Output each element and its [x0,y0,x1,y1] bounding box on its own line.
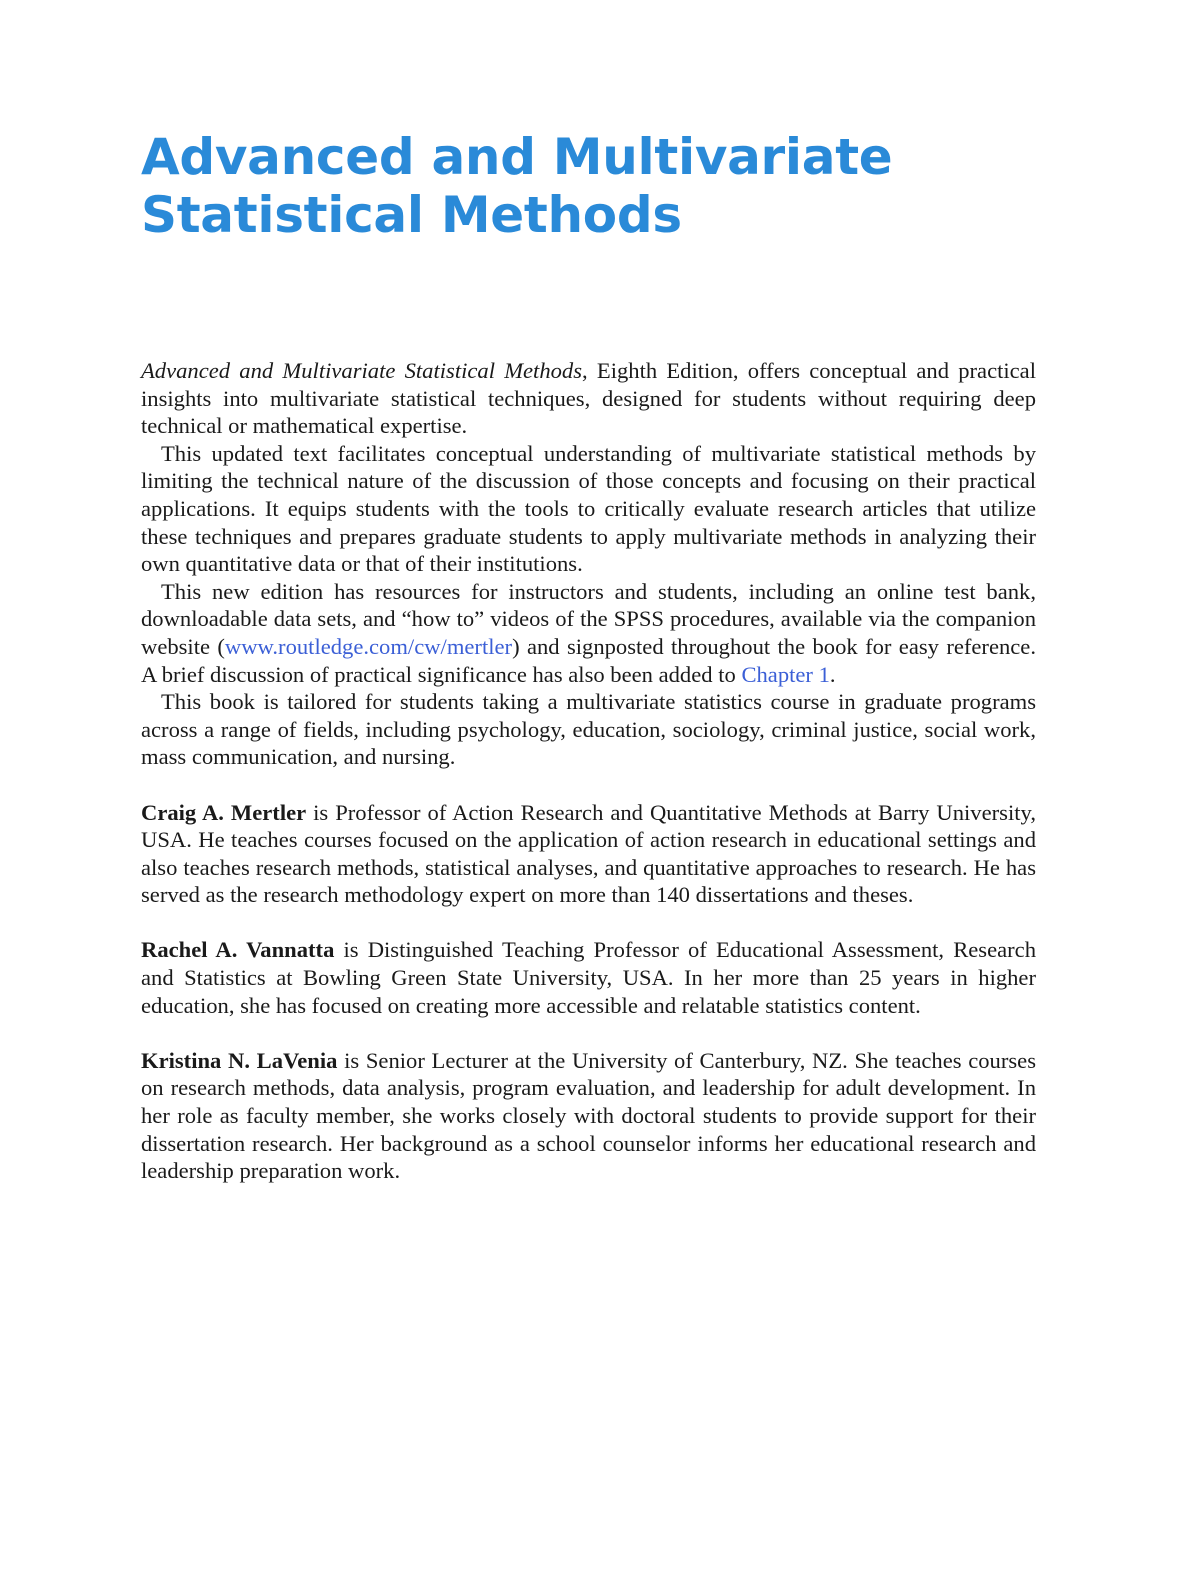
author-name: Rachel A. Vannatta [141,937,335,963]
description-paragraph-3 [141,578,1036,688]
author-bio-text: is Professor of Action Research and Quantitative Methods at Barry University, USA. He teaches courses focused on the application of action research in educational settings and also teaches research methods, statistical analyses, and quantitative approaches to research. He has served as the research methodology expert on more than 140 dissertations and theses. [141,799,1036,908]
description-paragraph-3-part-2: ) and signposted throughout the book for easy reference. A brief discussion of practical significance has also been added to [141,633,1036,687]
description-paragraph-3-part-1: This new edition has resources for instructors and students, including an online test bank, downloadable data sets, and “how to” videos of the SPSS procedures, available via the companion website ( [141,578,1036,659]
chapter-1-link[interactable]: Chapter 1 [741,661,830,687]
companion-website-link[interactable]: www.routledge.com/cw/mertler [224,633,513,659]
book-title-italic: Advanced and Multivariate Statistical Methods [141,358,583,383]
description-paragraph-1-text: , Eighth Edition, offers conceptual and practical insights into multivariate statistical techniques, designed for students without requiring deep technical or mathematical expertise. [141,358,1036,439]
page-title [141,128,1041,244]
title-line-2: Statistical Methods [141,186,682,244]
author-name: Kristina N. LaVenia [141,1047,338,1073]
description-paragraph-2: This updated text facilitates conceptual understanding of multivariate statistical methods by limiting the technical nature of the discussion of those concepts and focusing on their practical applications. It equips students with the tools to critically evaluate research articles that utilize these techniques and prepares graduate students to apply multivariate methods in analyzing their own quantitative data or that of their institutions. [141,440,1036,577]
description-paragraph-4: This book is tailored for students taking a multivariate statistics course in graduate programs across a range of fields, including psychology, education, sociology, criminal justice, social work, mass communication, and nursing. [141,689,1036,770]
author-bio-text: is Senior Lecturer at the University of Canterbury, NZ. She teaches courses on research methods, data analysis, program evaluation, and leadership for adult development. In her role as faculty member, she works closely with doctoral students to provide support for their dissertation research. Her background as a school counselor informs her educational research and leadership preparation work. [141,1047,1036,1184]
author-bio-vannatta [141,936,1036,1019]
author-bio-text: is Distinguished Teaching Professor of Educational Assessment, Research and Statistics at Bowling Green State University, USA. In her more than 25 years in higher education, she has focused on creating more accessible and relatable statistics content. [141,937,1036,1018]
description-paragraph-3-part-3: . [829,661,836,687]
description-paragraph-1 [141,357,1036,440]
author-name: Craig A. Mertler [141,799,307,825]
title-line-1: Advanced and Multivariate [141,128,893,186]
body-text [141,357,1036,1185]
author-bio-mertler [141,799,1036,909]
author-bio-lavenia [141,1047,1036,1185]
